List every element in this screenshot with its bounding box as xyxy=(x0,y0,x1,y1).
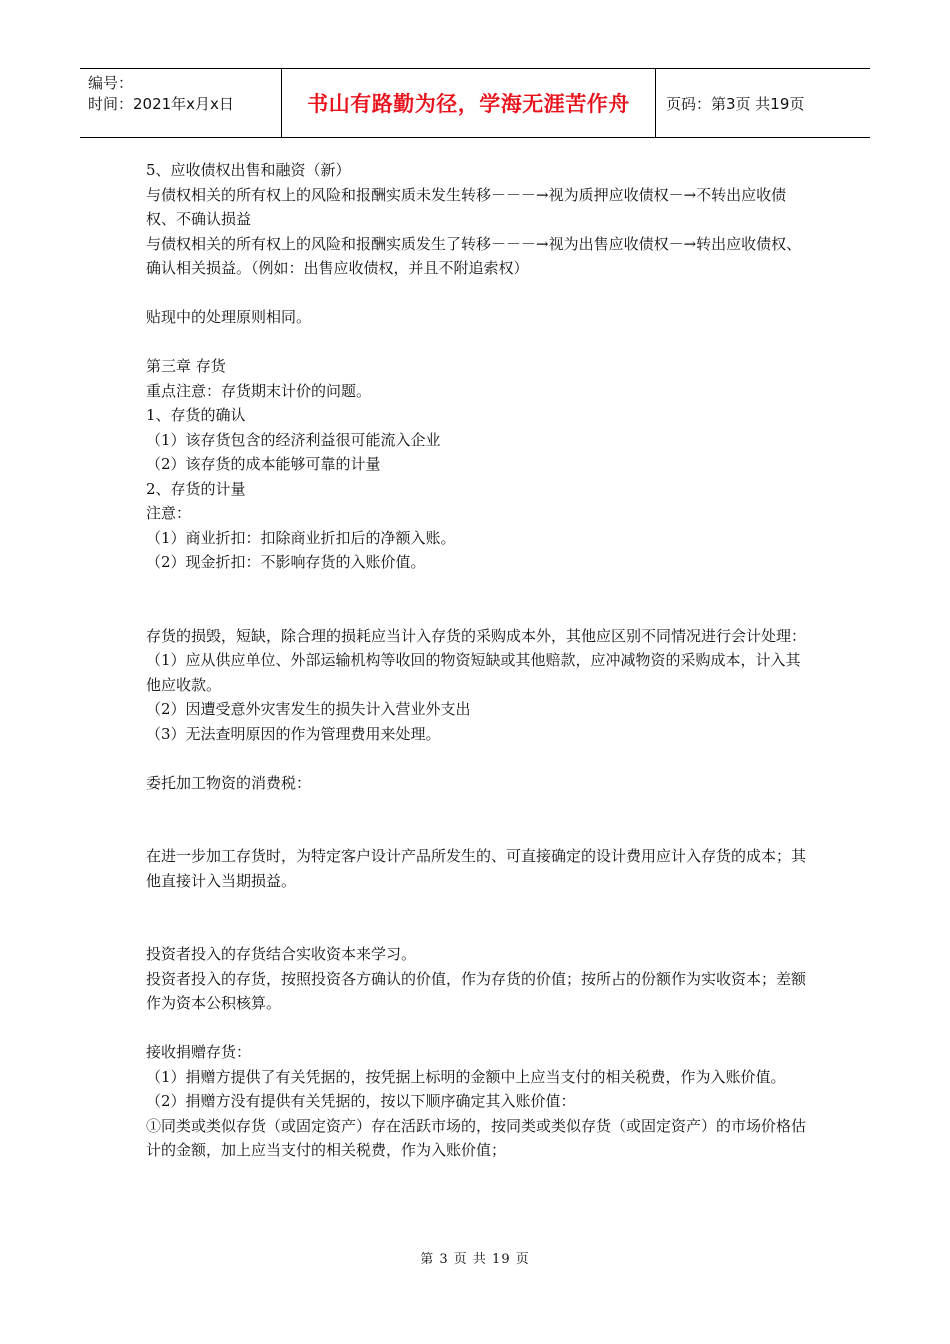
list-item: （1）商业折扣：扣除商业折扣后的净额入账。 xyxy=(146,528,456,547)
paragraph: 贴现中的处理原则相同。 xyxy=(146,308,312,326)
paragraph: 存货的损毁，短缺，除合理的损耗应当计入存货的采购成本外，其他应区别不同情况进行会计处理： xyxy=(146,626,807,645)
list-item: ①同类或类似存货（或固定资产）存在活跃市场的，按同类或类似存货（或固定资产）的市场价格估计的金额，加上应当支付的相关税费，作为入账价值； xyxy=(146,1116,807,1159)
paragraph: 与债权相关的所有权上的风险和报酬实质未发生转移－－－→视为质押应收债权－→不转出应收债权、不确认损益 xyxy=(146,185,787,228)
paragraph: 投资者投入的存货结合实收资本来学习。 xyxy=(146,945,417,963)
spacer xyxy=(146,281,814,306)
spacer xyxy=(146,746,814,771)
spacer xyxy=(146,1016,814,1041)
page-header xyxy=(80,68,870,138)
list-item: （2）该存货的成本能够可靠的计量 xyxy=(146,455,381,473)
paragraph: 5、应收债权出售和融资（新） xyxy=(146,161,351,179)
document-body xyxy=(146,158,814,1163)
spacer xyxy=(146,795,814,844)
paragraph: 注意： xyxy=(146,504,192,522)
list-item: （2）捐赠方没有提供有关凭据的，按以下顺序确定其入账价值： xyxy=(146,1092,576,1110)
header-motto: 书山有路勤为径，学海无涯苦作舟 xyxy=(282,69,656,137)
paragraph: 投资者投入的存货，按照投资各方确认的价值，作为存货的价值；按所占的份额作为实收资本；差额作为资本公积核算。 xyxy=(146,969,807,1012)
paragraph: 与债权相关的所有权上的风险和报酬实质发生了转移－－－→视为出售应收债权－→转出应收债权、确认相关损益。（例如：出售应收债权，并且不附追索权） xyxy=(146,234,802,277)
paragraph: 在进一步加工存货时，为特定客户设计产品所发生的、可直接确定的设计费用应计入存货的成本；其他直接计入当期损益。 xyxy=(146,847,807,890)
list-item: （2）因遭受意外灾害发生的损失计入营业外支出 xyxy=(146,700,471,718)
spacer xyxy=(146,893,814,942)
page-footer: 第 3 页 共 19 页 xyxy=(420,1252,530,1267)
list-item: （2）现金折扣：不影响存货的入账价值。 xyxy=(146,553,426,571)
paragraph: 接收捐赠存货： xyxy=(146,1043,252,1061)
paragraph: 委托加工物资的消费税： xyxy=(146,773,312,792)
list-item: （3）无法查明原因的作为管理费用来处理。 xyxy=(146,724,441,743)
list-item: （1）应从供应单位、外部运输机构等收回的物资短缺或其他赔款，应冲减物资的采购成本，计入其他应收款。 xyxy=(146,651,801,694)
spacer xyxy=(146,330,814,355)
header-page-number: 页码：第3页 共19页 xyxy=(666,94,805,113)
spacer xyxy=(146,575,814,624)
list-item: （1）捐赠方提供了有关凭据的，按凭据上标明的金额中上应当支付的相关税费，作为入账价值。 xyxy=(146,1067,786,1086)
paragraph: 重点注意：存货期末计价的问题。 xyxy=(146,381,372,400)
section-heading: 1、存货的确认 xyxy=(146,406,246,424)
section-heading: 2、存货的计量 xyxy=(146,479,246,498)
header-meta xyxy=(80,69,282,137)
header-code: 编号： xyxy=(88,74,134,92)
header-time: 时间：2021年x月x日 xyxy=(88,95,234,113)
list-item: （1）该存货包含的经济利益很可能流入企业 xyxy=(146,430,441,449)
chapter-heading: 第三章 存货 xyxy=(146,357,226,375)
